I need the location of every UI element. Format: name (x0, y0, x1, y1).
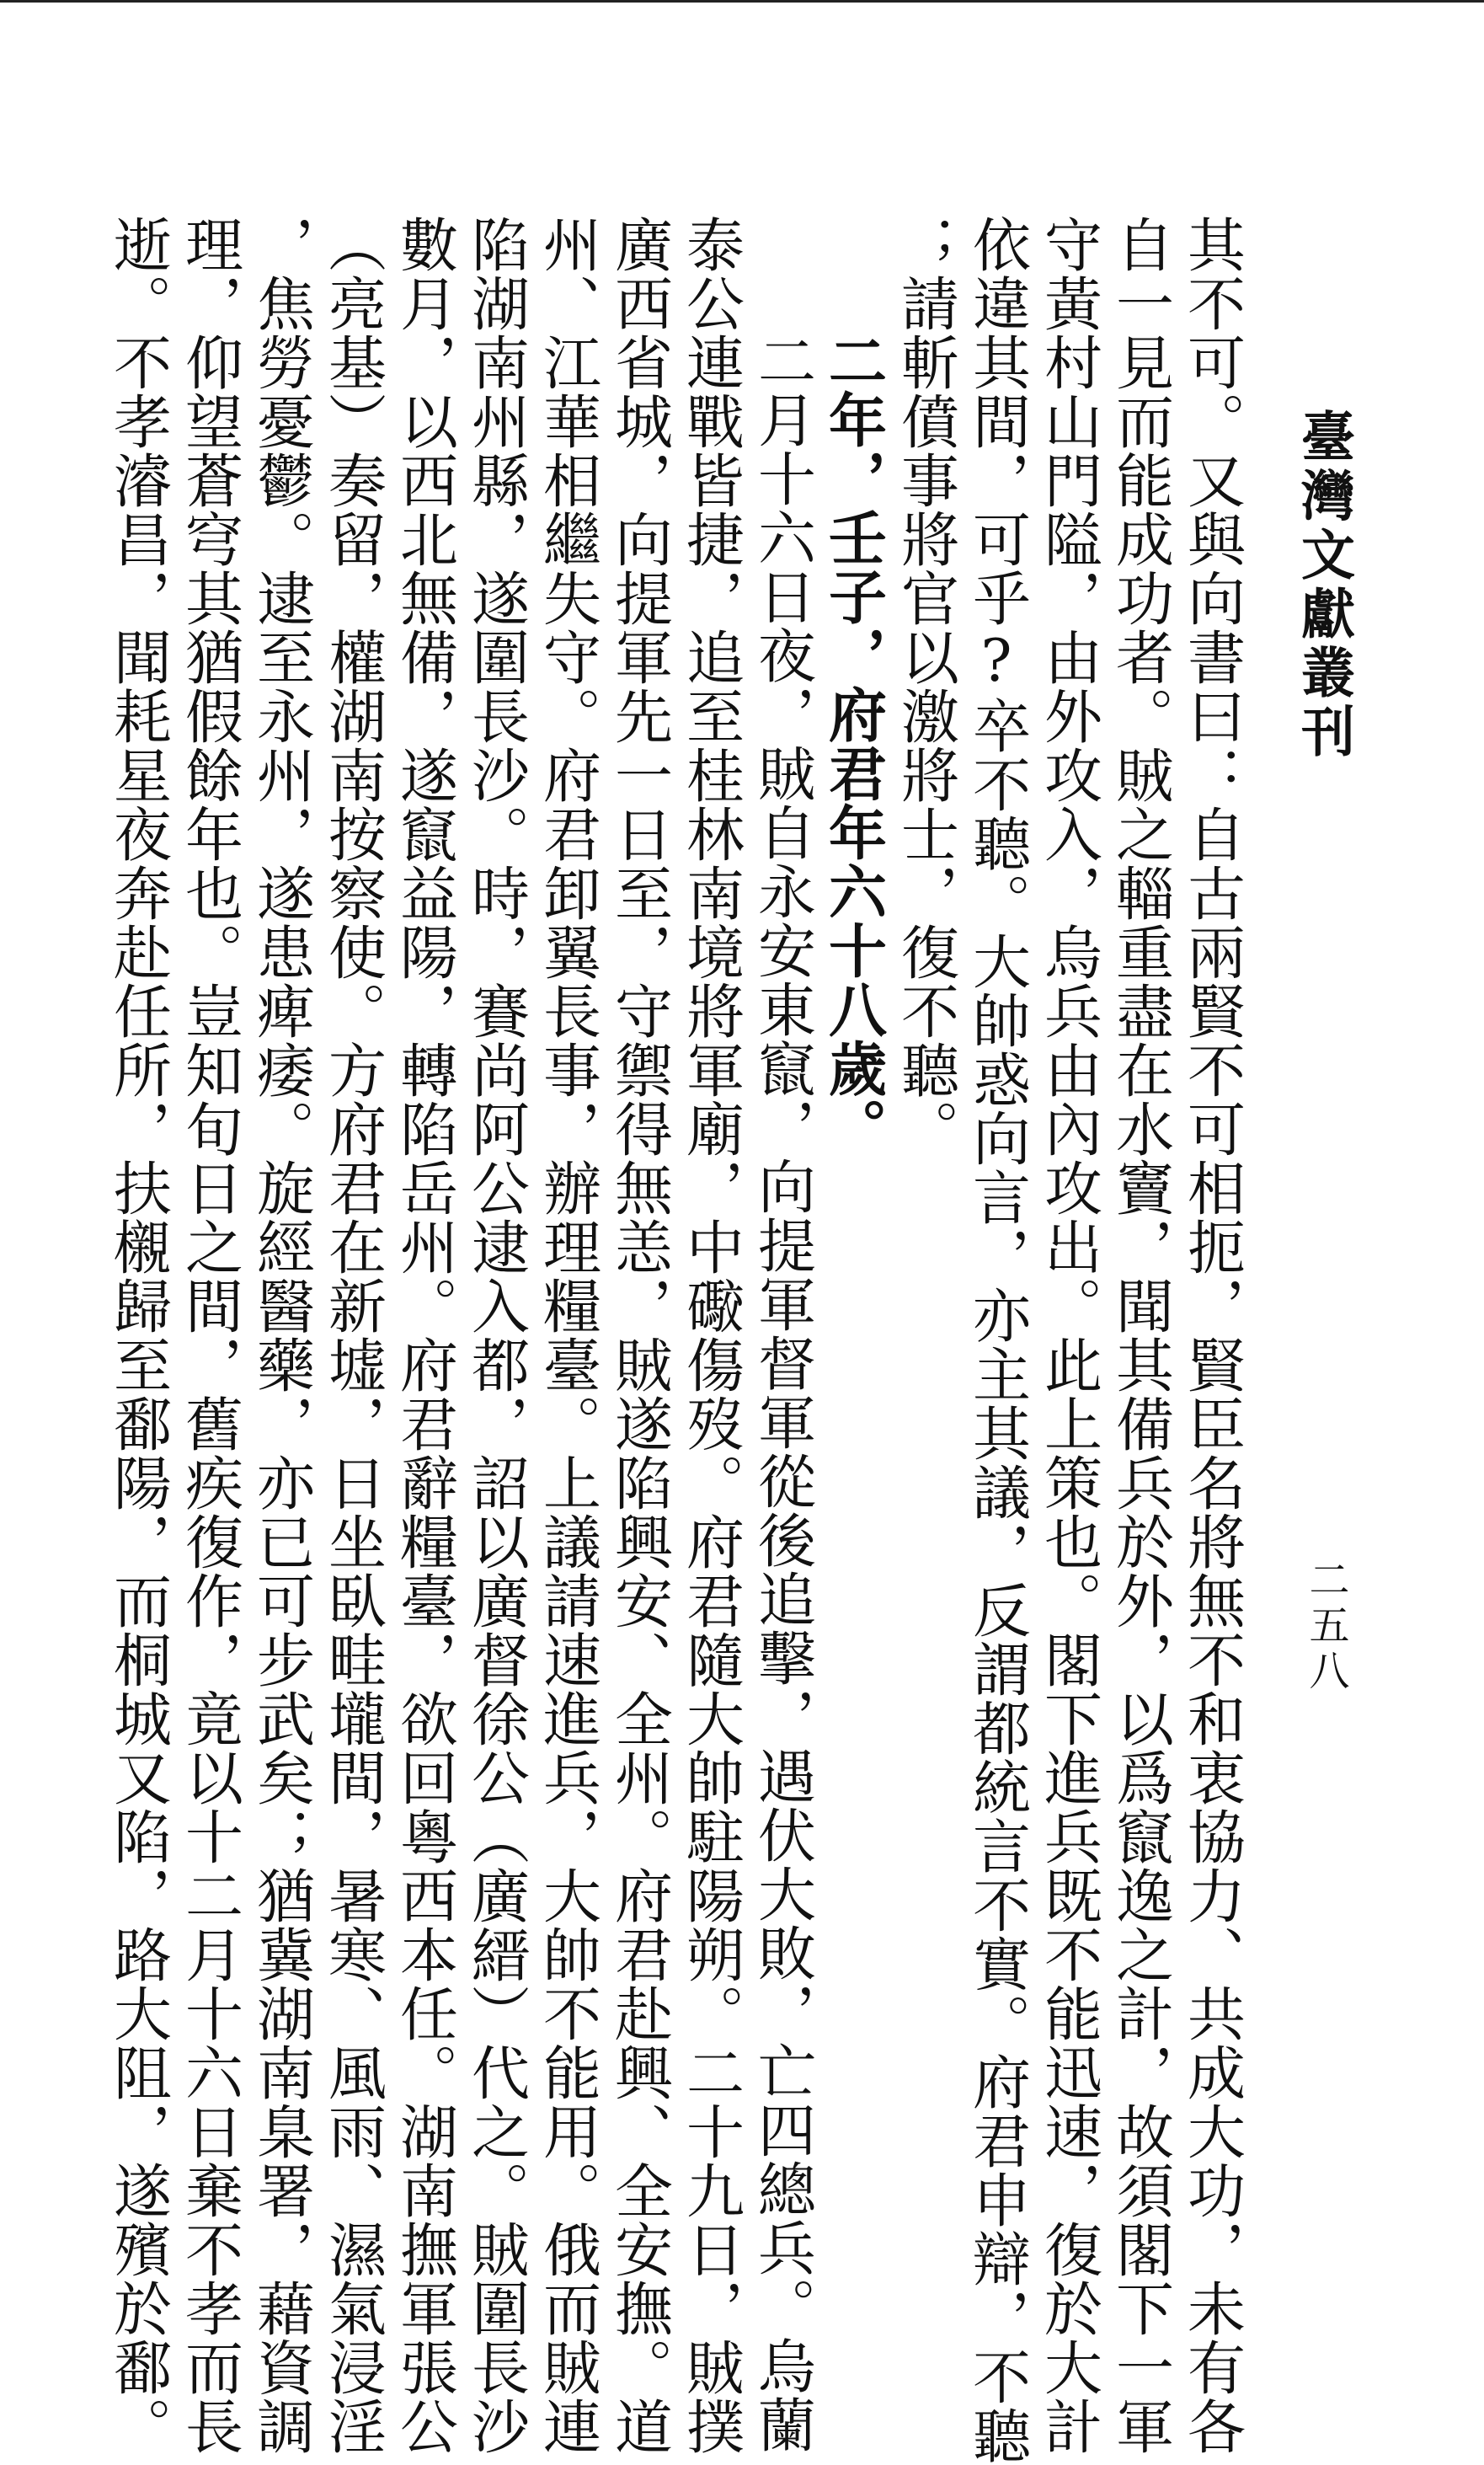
page-number: 二五八 (1302, 1559, 1349, 1695)
top-border-line (0, 0, 1484, 3)
text-column-12: 數月，以西北無備，遂竄益陽，轉陷岳州。府君辭糧臺，欲回粵西本任。湖南撫軍張公 (390, 215, 457, 2456)
page-body (104, 215, 1246, 2465)
book-title: 臺灣文獻叢刊 (1292, 409, 1355, 762)
text-column-11: 陷湖南州縣，遂圍長沙。時，賽尚阿公逮入都，詔以廣督徐公（廣縉）代之。賊圍長沙 (462, 215, 529, 2456)
text-column-4: 依違其間，可乎?卒不聽。大帥惑向言，亦主其議，反謂都統言不實。府君申辯，不聽 (963, 215, 1030, 2465)
text-column-3: 守黃村山門隘，由外攻入，烏兵由內攻出。此上策也。閣下進兵既不能迅速，復於大計 (1034, 215, 1102, 2456)
text-column-2: 自一見而能成功者。賊之輜重盡在水竇，聞其備兵於外，以爲竄逸之計，故須閣下一軍 (1106, 215, 1173, 2456)
text-column-10: 州、江華相繼失守。府君卸翼長事，辦理糧臺。上議請速進兵，大帥不能用。俄而賊連 (533, 215, 601, 2456)
text-column-9: 廣西省城，向提軍先一日至，守禦得無恙，賊遂陷興安、全州。府君赴興、全安撫。道 (605, 215, 672, 2456)
text-column-1: 其不可。又與向書曰：自古兩賢不可相扼，賢臣名將無不和衷協力、共成大功，未有各 (1177, 215, 1245, 2456)
text-column-16: 逝。不孝濬昌，聞耗星夜奔赴任所，扶櫬歸至鄱陽，而桐城又陷，路大阻，遂殯於鄱。 (104, 215, 171, 2456)
year-heading: 二年，壬子，府君年六十八歲。 (819, 331, 887, 1157)
text-column-14: ，焦勞憂鬱。逮至永州，遂患痺痿。旋經醫藥，亦已可步武矣；猶冀湖南臬署，藉資調 (247, 215, 314, 2456)
text-column-7: 二月十六日夜，賊自永安東竄，向提軍督軍從後追擊，遇伏大敗，亡四總兵。烏蘭 (748, 331, 815, 2454)
text-column-13: （亮基）奏留，權湖南按察使。方府君在新墟，日坐臥畦壠間，暑寒、風雨、濕氣浸淫 (318, 215, 386, 2456)
text-column-5: ；請斬僨事將官以激將士，復不聽。 (891, 215, 958, 1158)
text-column-15: 理，仰望蒼穹其猶假餘年也。豈知旬日之間，舊疾復作，竟以十二月十六日棄不孝而長 (175, 215, 243, 2456)
text-column-8: 泰公連戰皆捷，追至桂林南境將軍廟，中礮傷歿。府君隨大帥駐陽朔。二十九日，賊撲 (676, 215, 744, 2456)
